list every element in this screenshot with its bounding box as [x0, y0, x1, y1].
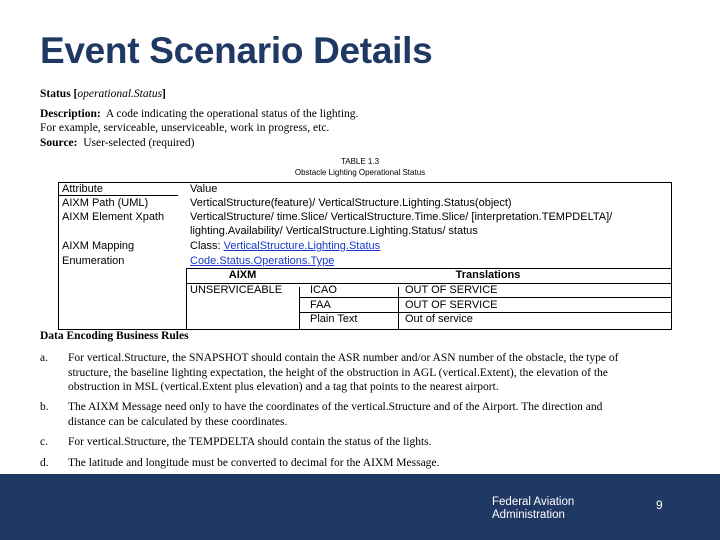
rule-b-line: The AIXM Message need only to have the coordinates of the vertical.Structure and of the Airport. The direction and — [68, 401, 603, 413]
faa-line2: Administration — [492, 508, 565, 521]
rule-a-line: obstruction in MSL (vertical.Extent plus elevation) and a tag that points to the nearest airport. — [68, 381, 499, 393]
rule-a-line: For vertical.Structure, the SNAPSHOT should contain the ASR number and/or ASN number of the obstacle, the type of — [68, 352, 619, 364]
faa-line1: Federal Aviation — [492, 496, 575, 508]
translation-value-plain: Out of service — [405, 313, 473, 325]
xpath-value-line2: lighting.Availability/ VerticalStructure.Lighting.Status/ status — [190, 225, 478, 237]
lighting-status-table — [58, 182, 672, 330]
faa-logo-text — [492, 496, 574, 521]
source-text: User-selected (required) — [83, 136, 195, 149]
aixm-header: AIXM — [228, 269, 257, 281]
rule-d-label: d. — [40, 457, 49, 469]
page-title: Event Scenario Details — [40, 30, 433, 71]
footer-bar — [0, 474, 720, 540]
translations-header: Translations — [455, 269, 521, 281]
description-label: Description: — [40, 107, 101, 120]
translation-value-faa: OUT OF SERVICE — [405, 299, 498, 311]
rule-d — [40, 456, 660, 471]
enumeration-link[interactable]: Code.Status.Operations.Type — [190, 255, 335, 267]
rule-d-line: The latitude and longitude must be converted to decimal for the AIXM Message. — [68, 457, 440, 469]
translation-system-plain: Plain Text — [310, 313, 358, 325]
mapping-class-link[interactable]: VerticalStructure.Lighting.Status — [223, 240, 381, 252]
xpath-value-line1: VerticalStructure/ time.Slice/ VerticalStructure.Time.Slice/ [interpretation.TEMPDELTA]/ — [190, 211, 613, 223]
status-label: Status [ — [40, 88, 78, 100]
description-line — [40, 107, 680, 122]
status-line — [40, 87, 680, 102]
source-label: Source: — [40, 136, 78, 149]
rule-a — [40, 351, 660, 395]
rules-title: Data Encoding Business Rules — [40, 330, 189, 342]
attribute-header: Attribute — [62, 183, 103, 195]
rule-c-line: For vertical.Structure, the TEMPDELTA should contain the status of the lights. — [68, 436, 432, 448]
mapping-prefix: Class: — [190, 240, 221, 252]
status-block — [40, 87, 680, 150]
translation-value-icao: OUT OF SERVICE — [405, 284, 498, 296]
value-header: Value — [190, 183, 218, 195]
table-caption-number: TABLE 1.3 — [340, 157, 380, 166]
aixm-path-label: AIXM Path (UML) — [62, 197, 149, 209]
source-line — [40, 136, 680, 151]
rule-a-label: a. — [40, 352, 48, 364]
aixm-path-value: VerticalStructure(feature)/ VerticalStructure.Lighting.Status(object) — [190, 197, 512, 209]
xpath-label: AIXM Element Xpath — [62, 211, 165, 223]
rule-b — [40, 400, 660, 429]
rule-c-label: c. — [40, 436, 48, 448]
translation-system-icao: ICAO — [310, 284, 337, 296]
description-example: For example, serviceable, unserviceable, work in progress, etc. — [40, 122, 330, 134]
enumeration-label: Enumeration — [62, 255, 125, 267]
status-close: ] — [162, 88, 166, 100]
aixm-value: UNSERVICEABLE — [190, 284, 283, 296]
rule-b-line: distance can be calculated by these coordinates. — [68, 415, 288, 428]
table-caption-title: Obstacle Lighting Operational Status — [294, 168, 426, 177]
mapping-label: AIXM Mapping — [62, 240, 135, 252]
rule-b-label: b. — [40, 401, 49, 413]
rule-a-line: structure, the baseline lighting expectation, the height of the obstruction in AGL (vertical.Extent), the elevation of the — [68, 366, 608, 379]
page-number: 9 — [656, 498, 663, 512]
translation-system-faa: FAA — [310, 299, 331, 311]
mapping-value — [190, 239, 380, 253]
status-name: operational.Status — [77, 88, 163, 100]
description-text: A code indicating the operational status of the lighting. — [105, 107, 359, 120]
rule-c — [40, 435, 660, 450]
